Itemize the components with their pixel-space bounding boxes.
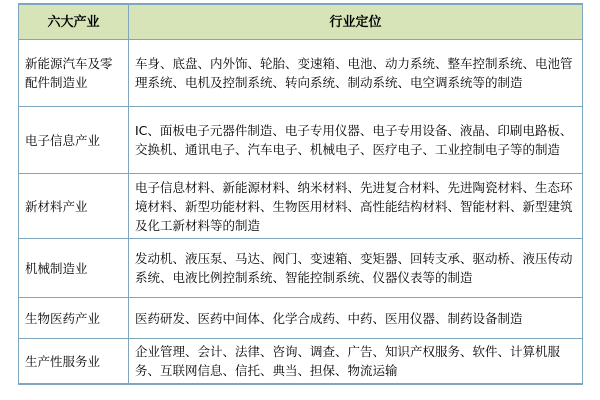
positioning-cell: 医药研发、医药中间体、化学合成药、中药、医用仪器、制药设备制造	[129, 298, 583, 339]
table-header-row	[19, 4, 583, 40]
table-row	[19, 174, 583, 239]
sector-cell: 新材料产业	[19, 174, 129, 239]
table-row	[19, 239, 583, 298]
positioning-cell: IC、面板电子元器件制造、电子专用仪器、电子专用设备、液晶、印刷电路板、交换机、通讯电子、汽车电子、机械电子、医疗电子、工业控制电子等的制造	[129, 107, 583, 174]
table-row	[19, 298, 583, 339]
table-row	[19, 107, 583, 174]
positioning-cell: 企业管理、会计、法律、咨询、调查、广告、知识产权服务、软件、计算机服务、互联网信息、信托、典当、担保、物流运输	[129, 339, 583, 385]
sector-cell: 电子信息产业	[19, 107, 129, 174]
header-sector: 六大产业	[19, 4, 129, 40]
header-positioning: 行业定位	[129, 4, 583, 40]
table-row	[19, 339, 583, 385]
positioning-cell: 发动机、液压泵、马达、阀门、变速箱、变矩器、回转支承、驱动桥、液压传动系统、电液比例控制系统、智能控制系统、仪器仪表等的制造	[129, 239, 583, 298]
table-row	[19, 40, 583, 107]
sector-cell: 新能源汽车及零配件制造业	[19, 40, 129, 107]
positioning-cell: 车身、底盘、内外饰、轮胎、变速箱、电池、动力系统、整车控制系统、电池管理系统、电机及控制系统、转向系统、制动系统、电空调系统等的制造	[129, 40, 583, 107]
sector-cell: 生物医药产业	[19, 298, 129, 339]
positioning-cell: 电子信息材料、新能源材料、纳米材料、先进复合材料、先进陶瓷材料、生态环境材料、新型功能材料、生物医用材料、高性能结构材料、智能材料、新型建筑及化工新材料等的制造	[129, 174, 583, 239]
sector-cell: 机械制造业	[19, 239, 129, 298]
industry-table	[18, 3, 583, 385]
sector-cell: 生产性服务业	[19, 339, 129, 385]
